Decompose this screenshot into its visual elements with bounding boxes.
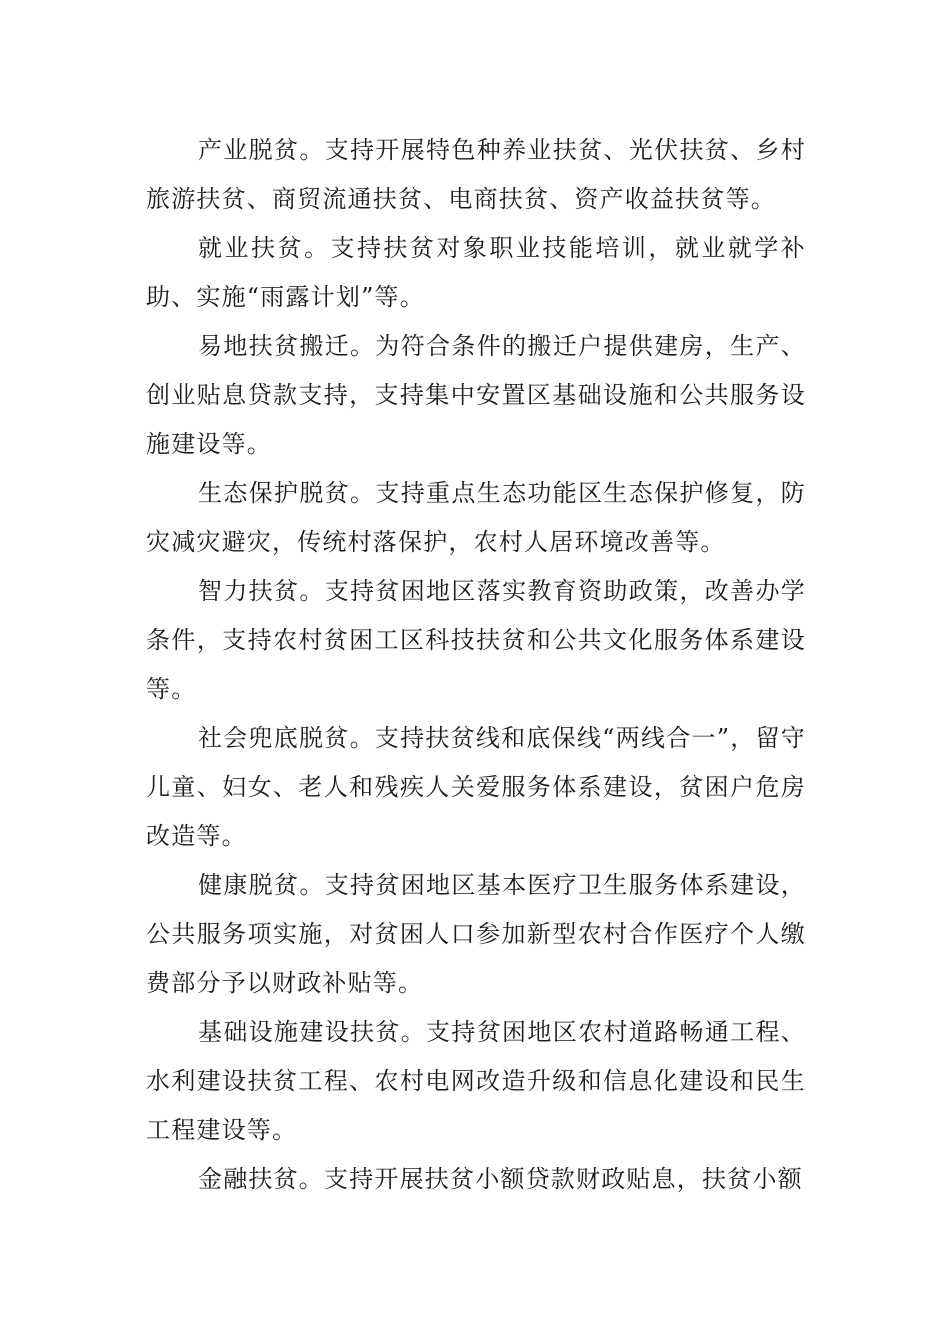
paragraph-lead: 易地扶贫搬迁。 [198,332,376,360]
paragraph-lead: 智力扶贫。 [198,577,325,605]
paragraph-lead: 就业扶贫。 [198,234,331,262]
paragraph-industry [146,126,806,224]
paragraph-text: 支持开展扶贫小额贷款财政贴息，扶贫小额 [324,1165,803,1193]
paragraph-text: 支持扶贫线和底保线“两线合一”，留守儿童、妇女、老人和残疾人关爱服务体系建设，贫困户危房改造等。 [146,724,806,850]
paragraph-employment [146,224,806,322]
paragraph-lead: 生态保护脱贫。 [198,479,376,507]
paragraph-lead: 健康脱贫。 [198,871,325,899]
paragraph-health [146,861,806,1008]
paragraph-lead: 社会兜底脱贫。 [198,724,375,752]
paragraph-text: 支持贫困地区农村道路畅通工程、水利建设扶贫工程、农村电网改造升级和信息化建设和民生工程建设等。 [146,1018,806,1144]
document-body [146,126,806,1204]
paragraph-social-security [146,714,806,861]
paragraph-education [146,567,806,714]
paragraph-text: 支持扶贫对象职业技能培训，就业就学补助、实施“雨露计划”等。 [146,234,806,311]
paragraph-text: 支持贫困地区落实教育资助政策，改善办学条件，支持农村贫困工区科技扶贫和公共文化服务体系建设等。 [146,577,806,703]
paragraph-text: 支持贫困地区基本医疗卫生服务体系建设，公共服务项实施，对贫困人口参加新型农村合作医疗个人缴费部分予以财政补贴等。 [146,871,806,997]
paragraph-relocation [146,322,806,469]
paragraph-lead: 产业脱贫。 [198,136,325,164]
paragraph-lead: 金融扶贫。 [198,1165,324,1193]
paragraph-text: 支持开展特色种养业扶贫、光伏扶贫、乡村旅游扶贫、商贸流通扶贫、电商扶贫、资产收益扶贫等。 [146,136,806,213]
paragraph-text: 为符合条件的搬迁户提供建房，生产、创业贴息贷款支持，支持集中安置区基础设施和公共服务设施建设等。 [146,332,806,458]
paragraph-infrastructure [146,1008,806,1155]
paragraph-ecology [146,469,806,567]
paragraph-text: 支持重点生态功能区生态保护修复，防灾减灾避灾，传统村落保护，农村人居环境改善等。 [146,479,806,556]
paragraph-lead: 基础设施建设扶贫。 [198,1018,427,1046]
paragraph-finance [146,1155,806,1204]
